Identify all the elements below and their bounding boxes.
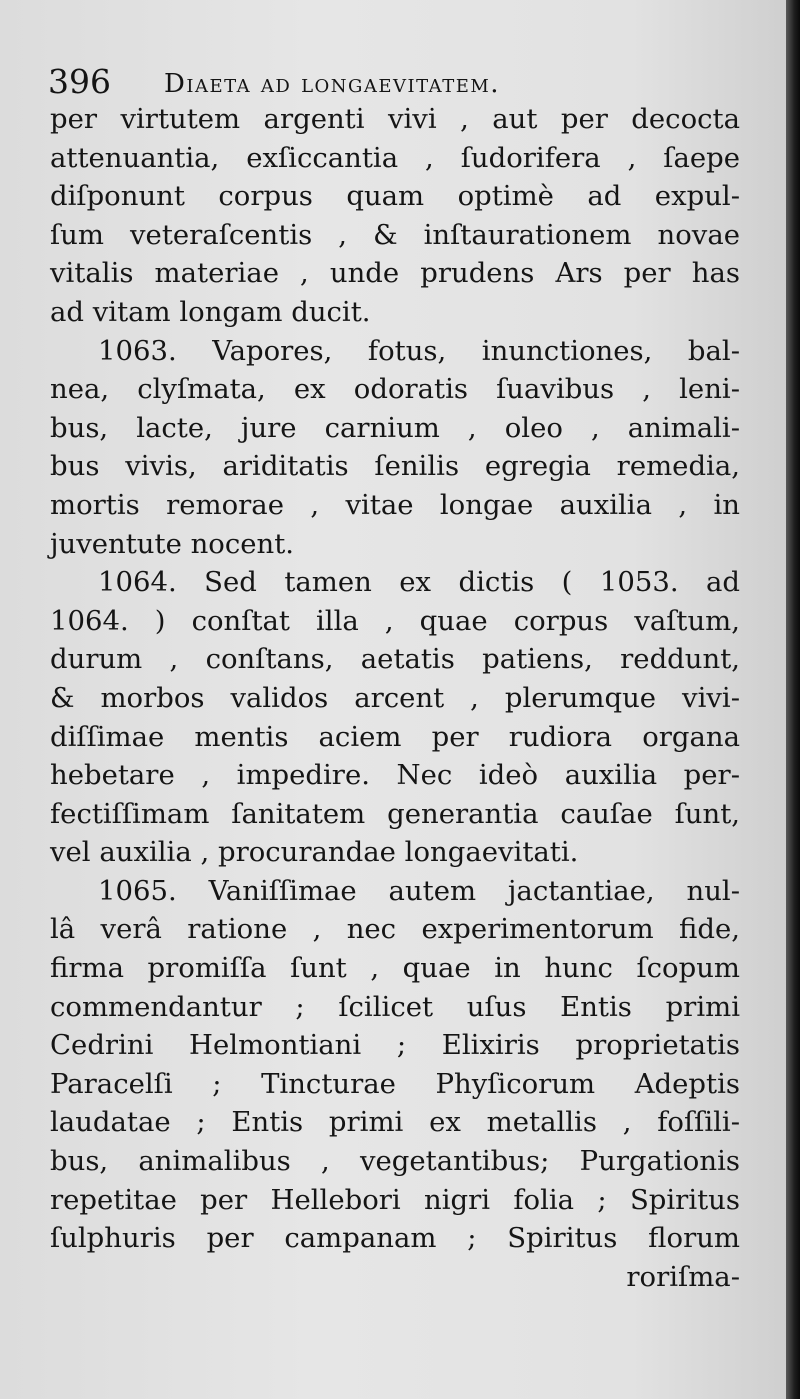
- text-line: attenuantia, exſiccantia , ſudorifera , ſaepe: [50, 141, 740, 174]
- paragraph-1065-start: 1065. Vaniſſimae autem jactantiae, nul-: [98, 874, 740, 907]
- text-line: hebetare , impedire. Nec ideò auxilia per-: [50, 759, 740, 792]
- text-line: juventute nocent.: [50, 527, 295, 560]
- page-edge-shadow: [786, 0, 800, 1399]
- text-line: per virtutem argenti vivi , aut per decocta: [50, 103, 740, 135]
- text-line: laudatae ; Entis primi ex metallis , foſſili-: [50, 1106, 740, 1139]
- text-line: durum , conſtans, aetatis patiens, reddunt,: [50, 643, 740, 676]
- text-line: & morbos validos arcent , plerumque vivi-: [50, 681, 740, 714]
- text-line: ſum veteraſcentis , & inſtaurationem novae: [50, 218, 740, 251]
- text-line: 1064. ) conſtat illa , quae corpus vaſtum,: [50, 604, 740, 637]
- text-line: bus, lacte, jure carnium , oleo , animali-: [50, 411, 740, 444]
- page-number: 396: [48, 62, 111, 101]
- text-line: Cedrini Helmontiani ; Elixiris proprietatis: [50, 1029, 740, 1062]
- text-line: diſſimae mentis aciem per rudiora organa: [50, 720, 740, 753]
- text-line: lâ verâ ratione , nec experimentorum fide,: [50, 913, 740, 946]
- page-header: [48, 62, 738, 102]
- body-text: [50, 100, 740, 1296]
- text-line: nea, clyſmata, ex odoratis ſuavibus , leni-: [50, 373, 740, 406]
- text-line: firma promiſſa ſunt , quae in hunc ſcopum: [50, 952, 740, 985]
- text-line: fectiſſimam ſanitatem generantia cauſae ſunt,: [50, 797, 740, 830]
- catchword: roriſma-: [626, 1260, 740, 1293]
- text-line: repetitae per Hellebori nigri folia ; Spiritus: [50, 1183, 740, 1216]
- text-line: bus, animalibus , vegetantibus; Purgationis: [50, 1145, 740, 1178]
- text-line: bus vivis, ariditatis ſenilis egregia remedia,: [50, 450, 740, 483]
- text-line: Paracelſi ; Tincturae Phyſicorum Adeptis: [50, 1067, 740, 1100]
- text-line: vel auxilia , procurandae longaevitati.: [50, 836, 579, 869]
- running-title: Diaeta ad longaevitatem.: [164, 69, 501, 99]
- paragraph-1063-start: 1063. Vapores, fotus, inunctiones, bal-: [98, 334, 740, 367]
- text-line: mortis remorae , vitae longae auxilia , in: [50, 488, 740, 521]
- paragraph-1064-start: 1064. Sed tamen ex dictis ( 1053. ad: [98, 566, 740, 599]
- text-line: ſulphuris per campanam ; Spiritus florum: [50, 1222, 740, 1255]
- text-line: commendantur ; ſcilicet uſus Entis primi: [50, 990, 740, 1023]
- text-line: ad vitam longam ducit.: [50, 295, 371, 328]
- text-line: diſponunt corpus quam optimè ad expul-: [50, 180, 740, 213]
- text-line: vitalis materiae , unde prudens Ars per has: [50, 257, 740, 290]
